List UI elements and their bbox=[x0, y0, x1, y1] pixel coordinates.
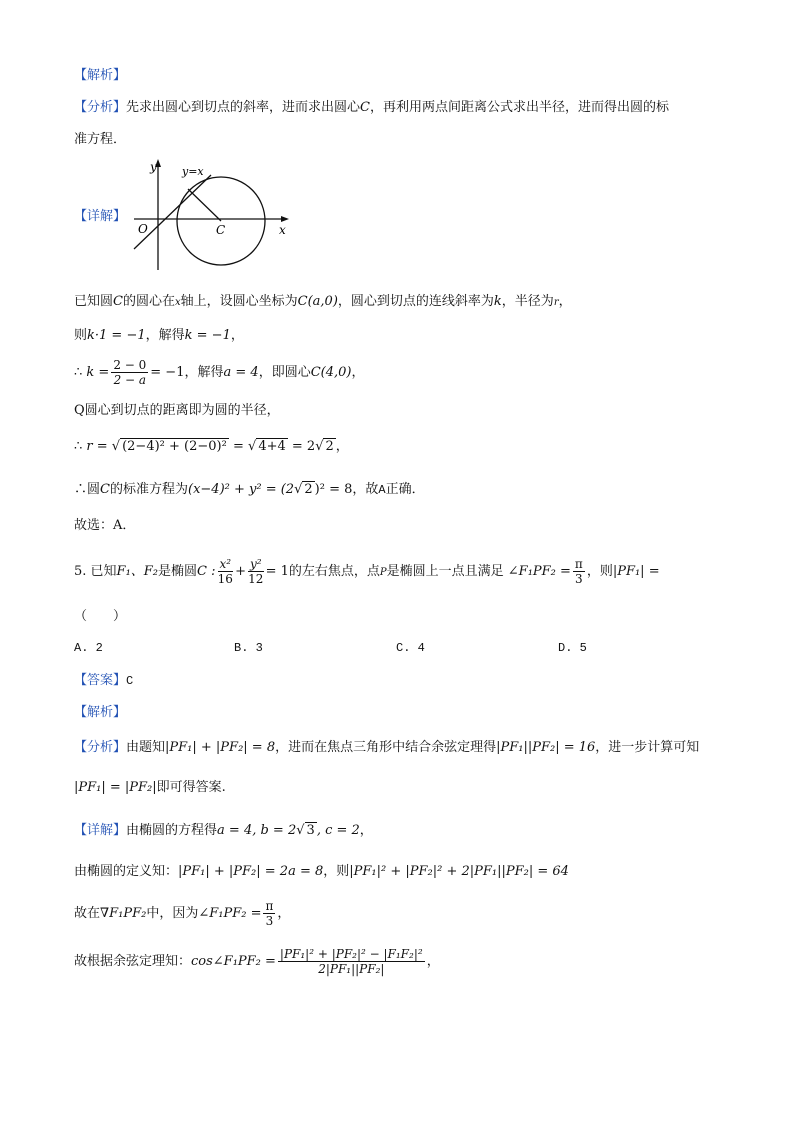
fenxi-text: 先求出圆心到切点的斜率，进而求出圆心 bbox=[126, 100, 361, 115]
option-a: A. 2 bbox=[74, 641, 103, 655]
option-b: B. 3 bbox=[234, 641, 263, 655]
answer-choice-line: 故选：A． bbox=[74, 518, 136, 533]
xiangjie-tag: 【详解】 bbox=[74, 209, 127, 224]
fenxi-tag: 【分析】 bbox=[74, 100, 127, 115]
answer-line: 【答案】C bbox=[74, 673, 134, 688]
detail-line-6: ∴圆C的标准方程为(x−4)² + y² = (2√ 2 )² = 8，故A正确． bbox=[74, 482, 425, 497]
fenxi-line-2: 准方程． bbox=[74, 132, 127, 147]
xiangjie2-line-4: 故根据余弦定理知：cos∠F₁PF₂ = $\frac{\text{|PF₁|² + |PF₂|² − |F₁F₂|²}}{\text{2|PF₁||PF₂|}}$ ， bbox=[74, 947, 440, 976]
diagram-x-label: x bbox=[279, 223, 286, 237]
question-5-paren: （ ） bbox=[74, 609, 127, 624]
xiangjie2-line-2: 由椭圆的定义知：|PF₁| + |PF₂| = 2a = 8，则|PF₁|² + |PF₂|² + 2|PF₁||PF₂| = 64 bbox=[74, 864, 569, 879]
fenxi-text: ，再利用两点间距离公式求出半径，进而得出圆的标 bbox=[369, 100, 669, 115]
fenxi2-line-2: |PF₁| = |PF₂|即可得答案. bbox=[74, 780, 226, 795]
option-c: C. 4 bbox=[396, 641, 425, 655]
jiexi-heading-2: 【解析】 bbox=[74, 705, 127, 720]
detail-line-1: 已知圆C的圆心在x轴上，设圆心坐标为C(a,0)，圆心到切点的连线斜率为k，半径为r， bbox=[74, 294, 572, 309]
detail-line-2: 则k·1 = −1，解得k = −1， bbox=[74, 328, 244, 343]
xiangjie2-line-1: 【详解】由椭圆的方程得a = 4, b = 2√ 3 , c = 2， bbox=[74, 823, 373, 838]
diagram-line-label: y=x bbox=[182, 165, 204, 178]
detail-line-4: Q圆心到切点的距离即为圆的半径， bbox=[74, 403, 280, 418]
fenxi2-line-1: 【分析】由题知|PF₁| + |PF₂| = 8，进而在焦点三角形中结合余弦定理得|PF₁||PF₂| = 16，进一步计算可知 bbox=[74, 740, 700, 755]
xiangjie2-line-3: 故在∇F₁PF₂中，因为∠F₁PF₂ = $\frac{\pi}{3}$ ， bbox=[74, 899, 291, 928]
var-c: C bbox=[360, 100, 370, 115]
detail-line-3: ∴ k = $\frac{2 - 0}{2 - a}$ = −1，解得a = 4，即圆心C(4,0)， bbox=[74, 358, 365, 387]
diagram-origin-label: O bbox=[138, 222, 148, 236]
jiexi-heading: 【解析】 bbox=[74, 68, 127, 83]
diagram-y-label: y bbox=[150, 160, 157, 174]
option-d: D. 5 bbox=[558, 641, 587, 655]
detail-line-5: ∴ r = √ (2−4)² + (2−0)² = √ 4+4 = 2√ 2 ， bbox=[74, 439, 349, 454]
diagram-center-label: C bbox=[216, 223, 226, 237]
question-5-stem: 5. 已知F₁、F₂是椭圆C : $\frac{\text{x²}}{16}$ + $\frac{\text{y²}}{12}$ = 1的左右焦点，点P是椭圆上一点且满足 ∠F₁PF₂ = $\frac{\pi}{3}$ ，则|PF₁| = bbox=[74, 557, 660, 586]
circle-tangent-diagram bbox=[126, 155, 296, 275]
fenxi-line-1 bbox=[74, 99, 669, 117]
